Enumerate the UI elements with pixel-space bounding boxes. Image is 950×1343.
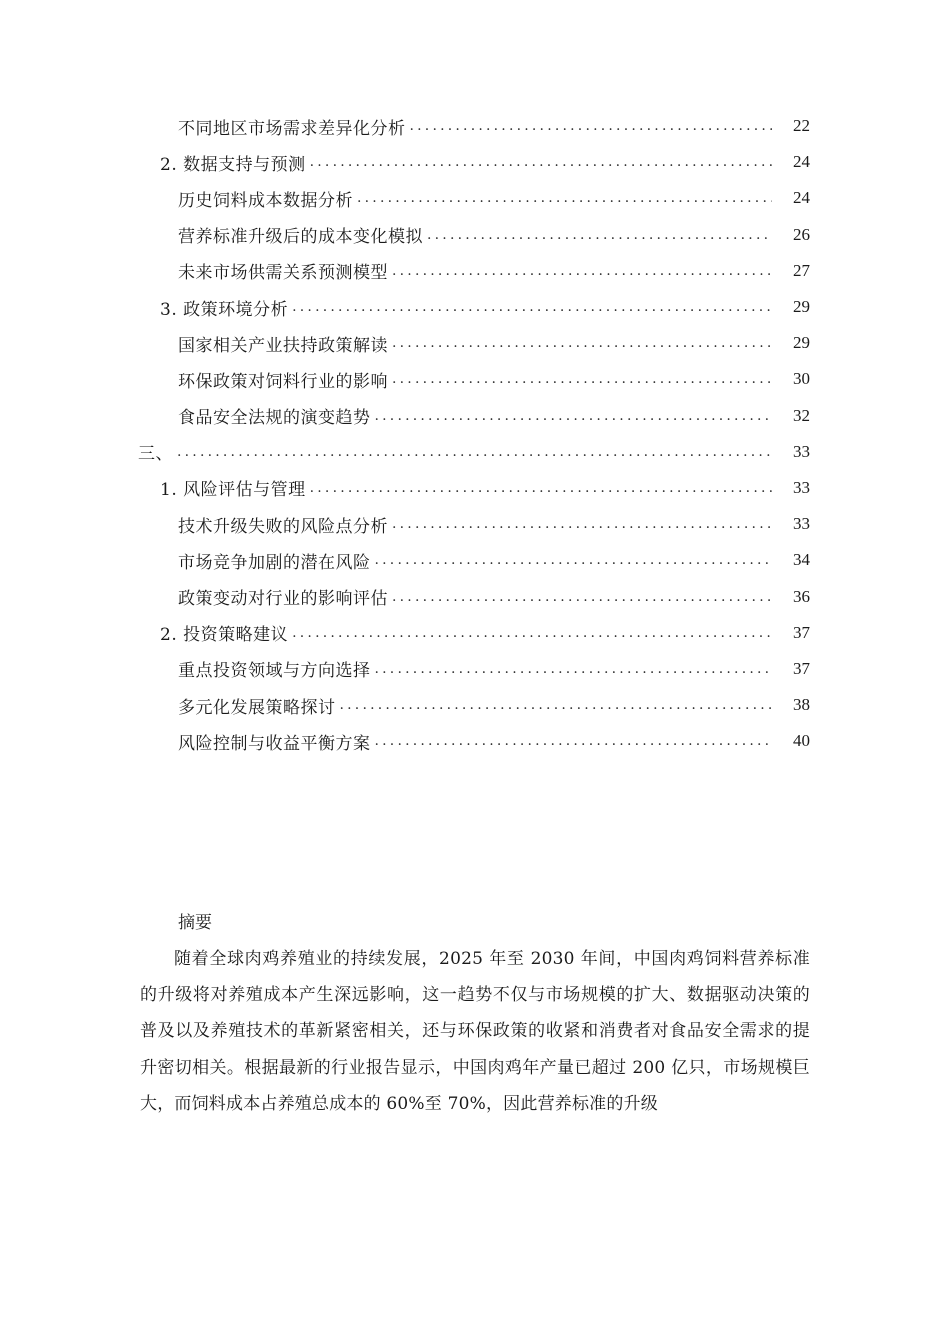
toc-entry-page-number: 24 <box>793 152 810 172</box>
toc-entry[interactable] <box>0 289 950 325</box>
toc-entry[interactable] <box>0 651 950 687</box>
toc-dot-leader <box>292 625 772 641</box>
toc-dot-leader <box>392 263 772 279</box>
toc-entry[interactable] <box>0 434 950 470</box>
toc-dot-leader <box>392 335 772 351</box>
toc-entry-label: 未来市场供需关系预测模型 <box>178 263 388 284</box>
toc-entry-label: 营养标准升级后的成本变化模拟 <box>178 227 423 248</box>
toc-entry-page-number: 29 <box>793 333 810 353</box>
toc-dot-leader <box>357 190 772 206</box>
toc-entry[interactable] <box>0 578 950 614</box>
toc-dot-leader <box>310 480 772 496</box>
toc-entry[interactable] <box>0 361 950 397</box>
toc-dot-leader <box>375 408 773 424</box>
toc-entry-label: 2. 数据支持与预测 <box>160 154 306 175</box>
toc-entry-page-number: 32 <box>793 405 810 425</box>
toc-entry[interactable] <box>0 253 950 289</box>
toc-entry-page-number: 33 <box>793 514 810 534</box>
toc-entry-label: 多元化发展策略探讨 <box>178 697 336 718</box>
toc-entry[interactable] <box>0 723 950 759</box>
toc-entry-page-number: 40 <box>793 731 810 751</box>
toc-entry-label: 历史饲料成本数据分析 <box>178 190 353 211</box>
toc-dot-leader <box>375 661 773 677</box>
toc-entry-page-number: 26 <box>793 224 810 244</box>
toc-entry-label: 政策变动对行业的影响评估 <box>178 589 388 610</box>
toc-entry-label: 国家相关产业扶持政策解读 <box>178 335 388 356</box>
table-of-contents <box>0 108 950 759</box>
toc-dot-leader <box>392 589 772 605</box>
toc-entry-page-number: 29 <box>793 297 810 317</box>
toc-entry-label: 食品安全法规的演变趋势 <box>178 408 371 429</box>
toc-dot-leader <box>392 371 772 387</box>
toc-entry-page-number: 22 <box>793 116 810 136</box>
toc-dot-leader <box>427 227 772 243</box>
toc-entry-page-number: 33 <box>793 477 810 497</box>
toc-dot-leader <box>177 444 772 460</box>
toc-entry-label: 技术升级失败的风险点分析 <box>178 516 388 537</box>
toc-entry-page-number: 27 <box>793 260 810 280</box>
toc-entry-label: 风险控制与收益平衡方案 <box>178 733 371 754</box>
toc-entry[interactable] <box>0 325 950 361</box>
toc-entry-page-number: 24 <box>793 188 810 208</box>
toc-entry[interactable] <box>0 687 950 723</box>
toc-entry-label: 3. 政策环境分析 <box>160 299 289 320</box>
toc-entry-page-number: 37 <box>793 622 810 642</box>
toc-entry-page-number: 38 <box>793 695 810 715</box>
toc-dot-leader <box>375 733 773 749</box>
toc-dot-leader <box>292 299 772 315</box>
toc-entry[interactable] <box>0 180 950 216</box>
toc-entry-page-number: 33 <box>793 441 810 461</box>
toc-entry[interactable] <box>0 506 950 542</box>
toc-entry-page-number: 37 <box>793 658 810 678</box>
toc-entry-page-number: 36 <box>793 586 810 606</box>
toc-dot-leader <box>392 516 772 532</box>
toc-entry[interactable] <box>0 615 950 651</box>
abstract-body: 随着全球肉鸡养殖业的持续发展，2025 年至 2030 年间，中国肉鸡饲料营养标准的升级将对养殖成本产生深远影响，这一趋势不仅与市场规模的扩大、数据驱动决策的普及以及养殖技术的革新紧密相关，还与环保政策的收紧和消费者对食品安全需求的提升密切相关。根据最新的行业报告显示，中国肉鸡年产量已超过 200 亿只，市场规模巨大，而饲料成本占养殖总成本的 60%至 70%，因此营养标准的升级 <box>140 949 810 1114</box>
toc-entry-label: 三、 <box>138 444 173 465</box>
toc-entry[interactable] <box>0 542 950 578</box>
toc-entry[interactable] <box>0 470 950 506</box>
toc-entry-label: 市场竞争加剧的潜在风险 <box>178 552 371 573</box>
toc-entry-label: 1. 风险评估与管理 <box>160 480 306 501</box>
toc-dot-leader <box>410 118 773 134</box>
toc-entry[interactable] <box>0 398 950 434</box>
toc-entry-label: 不同地区市场需求差异化分析 <box>178 118 406 139</box>
toc-entry-label: 环保政策对饲料行业的影响 <box>178 371 388 392</box>
abstract-section <box>140 905 810 1122</box>
abstract-title: 摘要 <box>178 913 212 933</box>
toc-dot-leader <box>310 154 772 170</box>
toc-dot-leader <box>375 552 773 568</box>
toc-entry-label: 2. 投资策略建议 <box>160 625 289 646</box>
toc-entry-page-number: 34 <box>793 550 810 570</box>
toc-entry[interactable] <box>0 144 950 180</box>
toc-dot-leader <box>340 697 773 713</box>
toc-entry-page-number: 30 <box>793 369 810 389</box>
toc-entry-label: 重点投资领域与方向选择 <box>178 661 371 682</box>
toc-entry[interactable] <box>0 108 950 144</box>
toc-entry[interactable] <box>0 217 950 253</box>
